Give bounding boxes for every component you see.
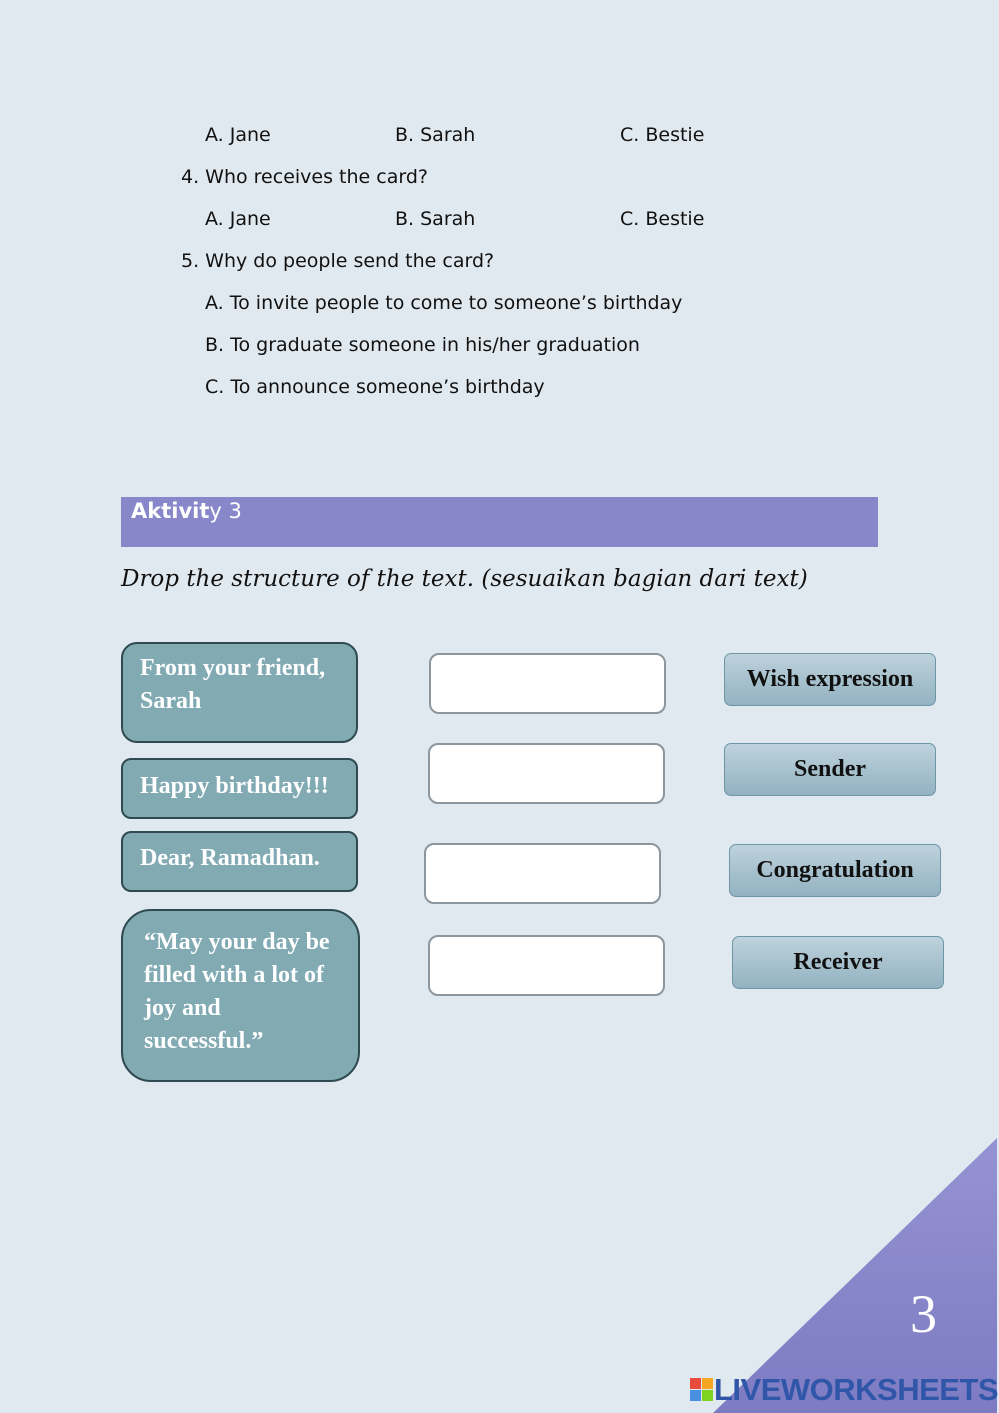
liveworksheets-logo xyxy=(690,1370,998,1410)
liveworksheets-icon xyxy=(690,1378,714,1402)
q3-option-a[interactable]: A. Jane xyxy=(205,124,271,146)
activity-instruction: Drop the structure of the text. (sesuaikan bagian dari text) xyxy=(121,566,808,592)
drag-card-receiver[interactable]: Dear, Ramadhan. xyxy=(121,831,358,892)
label-congratulation: Congratulation xyxy=(729,844,941,897)
label-wish-expression: Wish expression xyxy=(724,653,936,706)
activity-title-bold: Aktivit xyxy=(131,499,210,523)
page-number: 3 xyxy=(910,1284,937,1344)
q4-option-c[interactable]: C. Bestie xyxy=(620,208,705,230)
q3-option-b[interactable]: B. Sarah xyxy=(395,124,476,146)
q3-option-c[interactable]: C. Bestie xyxy=(620,124,705,146)
drag-card-wish[interactable]: Happy birthday!!! xyxy=(121,758,358,819)
drag-card-sender[interactable]: From your friend, Sarah xyxy=(121,642,358,743)
label-sender: Sender xyxy=(724,743,936,796)
label-receiver: Receiver xyxy=(732,936,944,989)
liveworksheets-text: LIVEWORKSHEETS xyxy=(714,1372,999,1407)
q4-option-b[interactable]: B. Sarah xyxy=(395,208,476,230)
q4-option-a[interactable]: A. Jane xyxy=(205,208,271,230)
drag-card-congratulation[interactable]: “May your day be filled with a lot of joy and successful.” xyxy=(121,909,360,1082)
q5-option-c[interactable]: C. To announce someone’s birthday xyxy=(205,376,545,398)
q5-option-a[interactable]: A. To invite people to come to someone’s birthday xyxy=(205,292,683,314)
q4-text: 4. Who receives the card? xyxy=(181,166,428,188)
q5-option-b[interactable]: B. To graduate someone in his/her graduation xyxy=(205,334,640,356)
q5-text: 5. Why do people send the card? xyxy=(181,250,495,272)
activity-title-rest: y 3 xyxy=(209,499,242,523)
